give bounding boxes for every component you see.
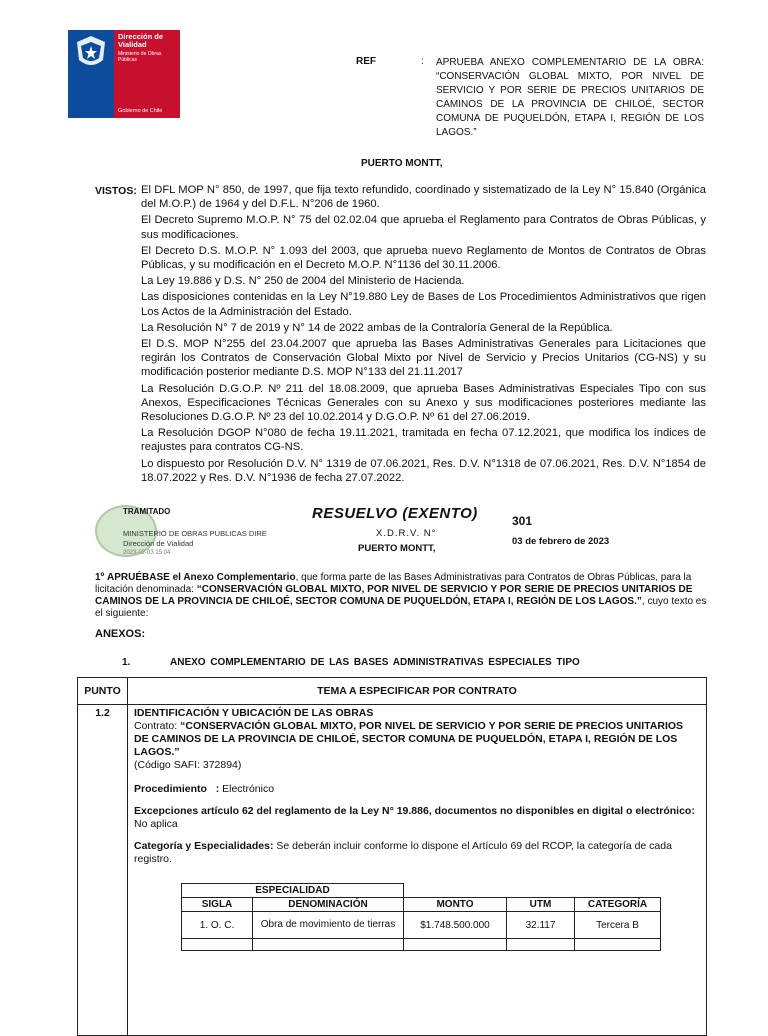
procedimiento-value: Electrónico xyxy=(222,783,275,795)
resolution-date: 03 de febrero de 2023 xyxy=(512,536,610,547)
resolution-number: 301 xyxy=(512,514,533,528)
header-denominacion: DENOMINACIÓN xyxy=(253,898,404,912)
annex-title: ANEXO COMPLEMENTARIO DE LAS BASES ADMINISTRATIVAS ESPECIALES TIPO xyxy=(170,657,580,668)
header-sigla: SIGLA xyxy=(182,898,253,912)
excepciones-value: No aplica xyxy=(134,818,178,830)
aprueba-subject: el Anexo Complementario xyxy=(172,572,296,583)
resolution-code: X.D.R.V. N° xyxy=(376,528,437,539)
header-tema: TEMA A ESPECIFICAR POR CONTRATO xyxy=(128,678,707,705)
ref-text: APRUEBA ANEXO COMPLEMENTARIO DE LA OBRA: “CONSERVACIÓN GLOBAL MIXTO, POR NIVEL DE SERVICIO Y POR SERIE DE PRECIOS UNITARIOS DE CAMINOS DE LA PROVINCIA DE CHILOÉ, SECTOR COMUNA DE PUQUELDÓN, ETAPA I, REGIÓN DE LOS LAGOS.” xyxy=(436,57,704,138)
header-punto: PUNTO xyxy=(78,678,128,705)
categoria-text: Se deberán incluir conforme lo dispone el Artículo 69 del RCOP, la categoría de cada registro. xyxy=(134,840,672,865)
cell-utm: 32.117 xyxy=(507,912,575,939)
logo-government: Gobierno de Chile xyxy=(118,108,163,114)
logo-line-1: Dirección de xyxy=(118,32,164,41)
vistos-item: Lo dispuesto por Resolución D.V. N° 1319 de 07.06.2021, Res. D.V. N°1318 de 07.06.2021, Res. D.V. N°1854 de 18.07.2022 y Res. D.V. N°1936 de fecha 27.07.2022. xyxy=(141,457,706,484)
resolution-place: PUERTO MONTT, xyxy=(358,543,436,554)
coat-of-arms-icon xyxy=(74,34,108,72)
cell-empty xyxy=(404,939,507,951)
header-monto: MONTO xyxy=(404,898,507,912)
categoria-label: Categoría y Especialidades: xyxy=(134,840,274,852)
procedimiento-label: Procedimiento xyxy=(134,783,207,795)
stamp-status: TRAMITADO xyxy=(123,507,171,516)
logo-ministry: Ministerio de Obras Públicas xyxy=(118,51,162,63)
section-heading: IDENTIFICACIÓN Y UBICACIÓN DE LAS OBRAS xyxy=(134,707,374,719)
anexos-label: ANEXOS: xyxy=(95,628,146,640)
table-row xyxy=(182,939,661,951)
cell-empty xyxy=(182,939,253,951)
vistos-item: La Ley 19.886 y D.S. N° 250 de 2004 del Ministerio de Hacienda. xyxy=(141,275,465,288)
safi-code: (Código SAFI: 372894) xyxy=(134,759,242,771)
vistos-item: La Resolución N° 7 de 2019 y N° 14 de 2022 ambas de la Contraloría General de la República. xyxy=(141,321,613,334)
table-row xyxy=(182,912,661,939)
aprueba-verb: APRUÉBASE xyxy=(107,572,170,583)
contrato-text: “CONSERVACIÓN GLOBAL MIXTO, POR NIVEL DE SERVICIO Y POR SERIE DE PRECIOS UNITARIOS DE CAMINOS DE LA PROVINCIA DE CHILOÉ, SECTOR COMUNA DE PUQUELDÓN, ETAPA I, REGIÓN DE LOS LAGOS.” xyxy=(134,720,684,758)
stamp-direction: Dirección de Vialidad xyxy=(123,539,194,548)
logo-line-2: Vialidad xyxy=(118,40,147,49)
cell-sigla: 1. O. C. xyxy=(182,912,253,939)
resolution-title: RESUELVO (EXENTO) xyxy=(312,505,478,522)
place-top: PUERTO MONTT, xyxy=(361,158,443,169)
cell-monto: $1.748.500.000 xyxy=(404,912,507,939)
cell-denominacion: Obra de movimiento de tierras xyxy=(253,912,404,939)
row-content xyxy=(128,705,707,1036)
cell-empty xyxy=(575,939,661,951)
aprueba-text-2: , cuyo texto es el siguiente: xyxy=(95,596,707,619)
aprueba-contract-name: “CONSERVACIÓN GLOBAL MIXTO, POR NIVEL DE SERVICIO Y POR SERIE DE PRECIOS UNITARIOS DE CAMINOS DE LA PROVINCIA DE CHILOÉ, SECTOR COMUNA DE PUQUELDÓN, ETAPA I, REGIÓN DE LOS LAGOS.” xyxy=(95,584,693,607)
sub-table-header-row xyxy=(182,898,661,912)
annex-table xyxy=(77,677,707,1036)
excepciones-label: Excepciones artículo 62 del reglamento de la Ley N° 19.886, documentos no disponibles en digital o electrónico: xyxy=(134,805,695,817)
cell-categoria: Tercera B xyxy=(575,912,661,939)
cell-empty xyxy=(253,939,404,951)
ref-colon: : xyxy=(421,56,424,67)
vistos-item: El Decreto D.S. M.O.P. N° 1.093 del 2003, que aprueba nuevo Reglamento de Montos de Contratos de Obras Públicas, y su modificación en el Decreto M.O.P. N°1136 del 30.11.2006. xyxy=(141,244,706,272)
logo-blue-panel xyxy=(68,30,114,118)
tramitado-stamp xyxy=(95,505,305,561)
vistos-item: El D.S. MOP N°255 del 23.04.2007 que aprueba las Bases Administrativas Generales para Licitaciones que regirán los Contratos de Conservación Global Mixto por Nivel de Servicio y Precios Unitarios (CG-NS) y su modificación posterior mediante D.S. MOP N°133 del 21.11.2017 xyxy=(141,338,706,379)
header-blank xyxy=(404,884,661,898)
header-especialidad: ESPECIALIDAD xyxy=(182,884,404,898)
aprueba-paragraph xyxy=(95,572,707,620)
logo xyxy=(68,30,180,118)
vistos-item: La Resolución D.G.O.P. Nº 211 del 18.08.2009, que aprueba Bases Administrativas Especiales Tipo con sus Anexos, Especificaciones Técnicas Generales con su Anexo y sus modificaciones posteriores mediante las Resoluciones D.G.O.P. Nº 23 del 10.02.2014 y D.G.O.P. Nº 61 del 27.06.2019. xyxy=(141,382,706,424)
stamp-ministry: MINISTERIO DE OBRAS PUBLICAS DIRE xyxy=(123,529,267,538)
table-row xyxy=(78,705,707,1036)
aprueba-num: 1º xyxy=(95,572,105,583)
vistos-label: VISTOS: xyxy=(95,185,137,197)
logo-red-panel xyxy=(114,30,180,118)
cell-empty xyxy=(507,939,575,951)
vistos-list xyxy=(141,183,706,487)
especialidad-table xyxy=(181,883,661,951)
ref-label: REF xyxy=(356,56,376,67)
row-number: 1.2 xyxy=(78,705,128,1036)
contrato-label: Contrato: xyxy=(134,720,178,732)
stamp-timestamp: 2023-02-03 15:04 xyxy=(123,550,171,556)
procedimiento-colon: : xyxy=(215,783,220,795)
sub-table-group-row xyxy=(182,884,661,898)
vistos-item: La Resolución DGOP N°080 de fecha 19.11.2021, tramitada en fecha 07.12.2021, que modifica los índices de reajustes para contratos CG-NS. xyxy=(141,427,706,454)
aprueba-text-1: , que forma parte de las Bases Administrativas para Contratos de Obras Públicas, para la licitación denominada: xyxy=(95,572,692,595)
logo-title xyxy=(118,33,163,49)
table-header-row xyxy=(78,678,707,705)
annex-number: 1. xyxy=(122,657,131,668)
header-categoria: CATEGORÍA xyxy=(575,898,661,912)
vistos-item: El Decreto Supremo M.O.P. N° 75 del 02.02.04 que aprueba el Reglamento para Contratos de Obras Públicas, y sus modificaciones. xyxy=(141,214,706,241)
vistos-item: Las disposiciones contenidas en la Ley N°19.880 Ley de Bases de Los Procedimientos Administrativos que rigen Los Actos de la Administración del Estado. xyxy=(141,291,706,318)
header-utm: UTM xyxy=(507,898,575,912)
vistos-item: El DFL MOP N° 850, de 1997, que fija texto refundido, coordinado y sistematizado de la Ley N° 15.840 (Orgánica del M.O.P.) de 1964 y del D.F.L. N°206 de 1960. xyxy=(141,184,706,211)
